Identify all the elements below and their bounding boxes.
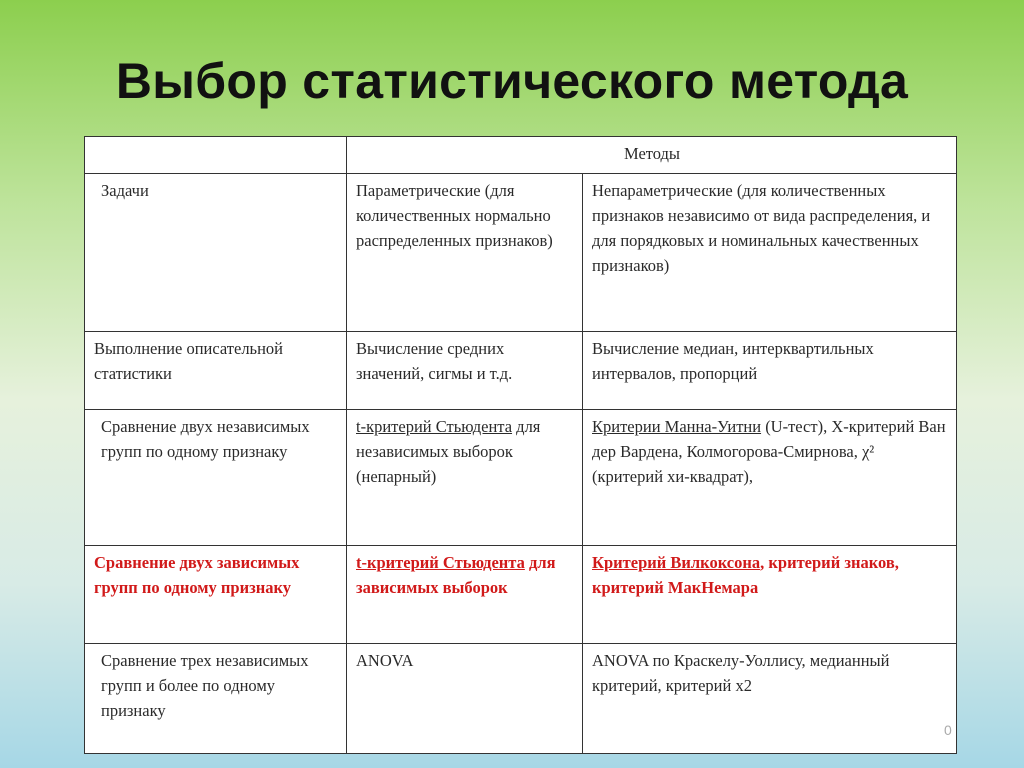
nonparametric-cell (583, 410, 957, 546)
slide-title: Выбор статистического метода (115, 53, 909, 109)
table-row (85, 410, 957, 546)
nonparametric-cell (583, 546, 957, 644)
nonparametric-text: , критерий знаков, критерий МакНемара (592, 553, 899, 597)
parametric-text: для независимых выборок (непарный) (356, 417, 541, 486)
header-corner-cell (85, 137, 347, 174)
parametric-cell (347, 546, 583, 644)
parametric-cell: Вычисление средних значений, сигмы и т.д. (347, 332, 583, 410)
parametric-text: для зависимых выборок (356, 553, 556, 597)
column-headers-row (85, 174, 957, 332)
parametric-cell: ANOVA (347, 644, 583, 754)
task-cell: Сравнение трех независимых групп и более по одному признаку (85, 644, 347, 754)
t-test-link[interactable]: t-критерий Стьюдента (356, 417, 513, 436)
table-row (85, 644, 957, 754)
table-row (85, 332, 957, 410)
parametric-cell (347, 410, 583, 546)
methods-table (84, 136, 957, 754)
nonparametric-header-cell: Непараметрические (для количественных признаков независимо от вида распределения, и для порядковых и номинальных качественных признаков) (583, 174, 957, 332)
table-header-row (85, 137, 957, 174)
task-cell: Сравнение двух независимых групп по одному признаку (85, 410, 347, 546)
mann-whitney-link[interactable]: Критерии Манна-Уитни (592, 417, 762, 436)
t-test-dependent-link[interactable]: t-критерий Стьюдента (356, 553, 525, 572)
task-cell: Выполнение описательной статистики (85, 332, 347, 410)
header-methods-cell: Методы (347, 137, 957, 174)
nonparametric-cell: ANOVA по Краскелу-Уоллису, медианный критерий, критерий х2 (583, 644, 957, 754)
table-row-highlighted (85, 546, 957, 644)
nonparametric-cell: Вычисление медиан, интерквартильных интервалов, пропорций (583, 332, 957, 410)
nonparametric-text: (U-тест), X-критерий Ван дер Вардена, Колмогорова-Смирнова, χ² (критерий хи-квадрат), (592, 417, 946, 486)
wilcoxon-link[interactable]: Критерий Вилкоксона (592, 553, 761, 572)
tasks-header-cell: Задачи (85, 174, 347, 332)
task-cell: Сравнение двух зависимых групп по одному признаку (85, 546, 347, 644)
parametric-header-cell: Параметрические (для количественных нормально распределенных признаков) (347, 174, 583, 332)
page-number: 0 (944, 722, 952, 738)
